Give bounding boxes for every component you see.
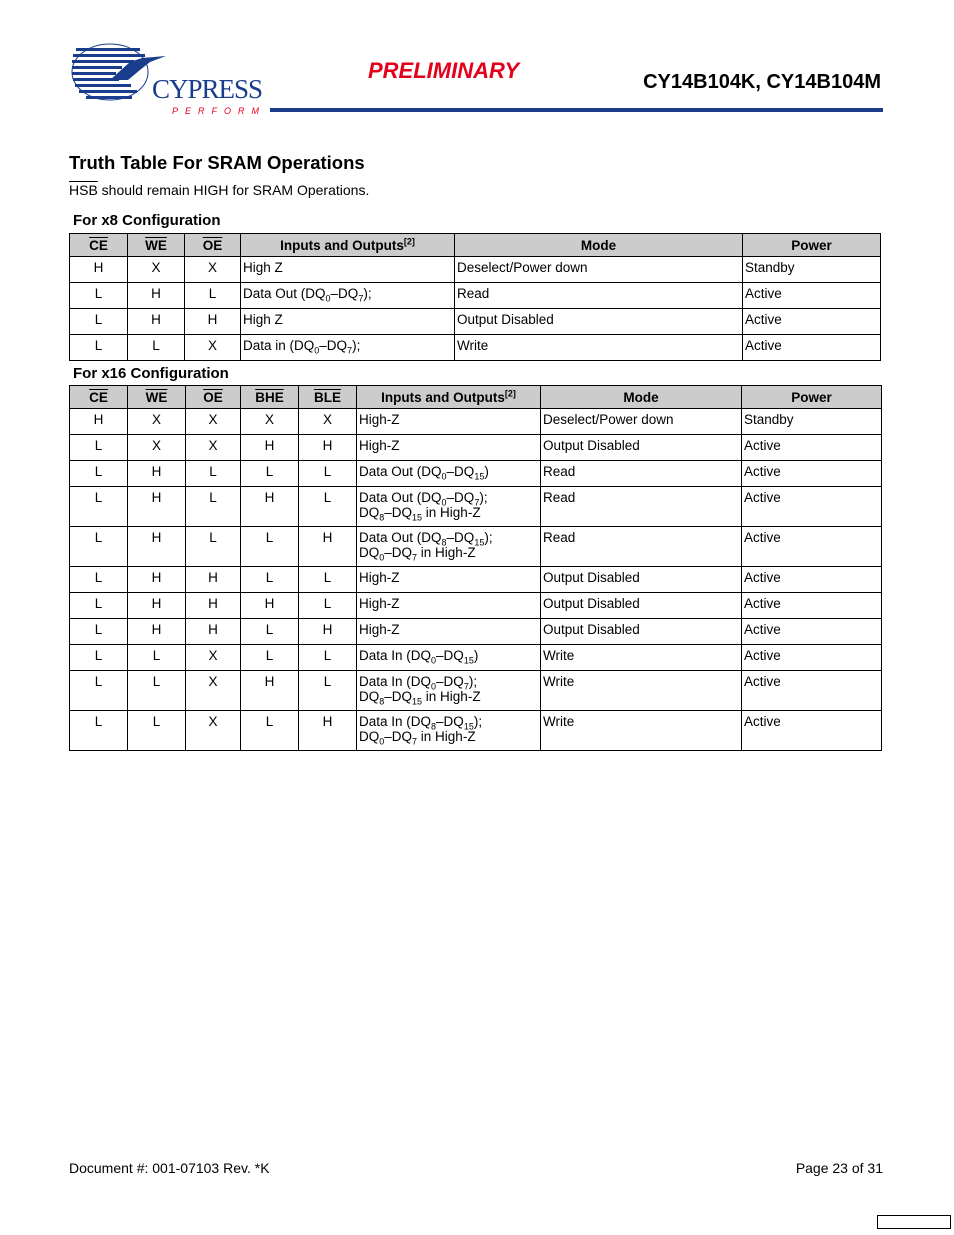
cell-mode: Write xyxy=(455,335,743,361)
x16-header-row xyxy=(70,386,882,409)
cell-ble: X xyxy=(299,409,357,435)
footnote-ref: [2] xyxy=(504,388,516,398)
section-title: Truth Table For SRAM Operations xyxy=(69,152,365,173)
cell-ble: L xyxy=(299,487,357,527)
section-note xyxy=(69,182,369,198)
preliminary-label: PRELIMINARY xyxy=(368,58,520,83)
cell-mode: Read xyxy=(541,487,742,527)
cell-we: H xyxy=(128,461,186,487)
cell-oe: H xyxy=(186,567,241,593)
cell-io: Data In $(DQ_0-DQ_{15})$ xyxy=(357,645,541,671)
cell-oe: L xyxy=(185,283,241,309)
cell-power: Active xyxy=(742,645,882,671)
cell-mode: Read xyxy=(455,283,743,309)
cell-ce: L xyxy=(70,567,128,593)
cell-ce: L xyxy=(70,283,128,309)
x8-truth-table xyxy=(69,233,881,361)
cell-power: Active xyxy=(742,711,882,751)
cell-oe: H xyxy=(186,619,241,645)
table-row xyxy=(70,283,881,309)
cell-ce: L xyxy=(70,527,128,567)
cell-we: L xyxy=(128,711,186,751)
cell-we: H xyxy=(128,527,186,567)
cell-bhe: H xyxy=(241,671,299,711)
col-oe: $\overline{OE}$ xyxy=(185,234,241,257)
col-power: Power xyxy=(743,234,881,257)
cell-io: High Z xyxy=(241,257,455,283)
cell-io: Data In $(DQ_8-DQ_{15})$; $DQ_0-DQ_7$ in High-Z xyxy=(357,711,541,751)
cell-we: X xyxy=(128,435,186,461)
cell-mode: Read xyxy=(541,461,742,487)
cell-oe: L xyxy=(186,487,241,527)
cell-bhe: H xyxy=(241,435,299,461)
cell-bhe: L xyxy=(241,461,299,487)
cell-we: H xyxy=(128,487,186,527)
cell-power: Standby xyxy=(742,409,882,435)
table-row xyxy=(70,487,882,527)
table-row xyxy=(70,435,882,461)
cell-mode: Output Disabled xyxy=(541,593,742,619)
x8-caption: For x8 Configuration xyxy=(73,212,221,229)
cell-ble: L xyxy=(299,645,357,671)
cell-power: Active xyxy=(743,309,881,335)
cell-power: Active xyxy=(743,335,881,361)
col-we: $\overline{WE}$ xyxy=(128,234,185,257)
col-we: $\overline{WE}$ xyxy=(128,386,186,409)
cell-power: Standby xyxy=(743,257,881,283)
cell-ce: L xyxy=(70,619,128,645)
cell-power: Active xyxy=(742,619,882,645)
col-bhe: $\overline{BHE}$ xyxy=(241,386,299,409)
cell-io: Data Out $(DQ_0-DQ_7)$; $DQ_8-DQ_{15}$ in High-Z xyxy=(357,487,541,527)
note-text: should remain HIGH for SRAM Operations. xyxy=(97,182,370,198)
cell-ble: H xyxy=(299,619,357,645)
table-row xyxy=(70,527,882,567)
cell-io: High-Z xyxy=(357,435,541,461)
cell-we: H xyxy=(128,283,185,309)
cell-oe: X xyxy=(186,409,241,435)
cell-oe: X xyxy=(186,435,241,461)
cell-ble: H xyxy=(299,435,357,461)
cell-bhe: X xyxy=(241,409,299,435)
cell-ce: L xyxy=(70,645,128,671)
cell-oe: H xyxy=(186,593,241,619)
cell-ce: L xyxy=(70,487,128,527)
table-row xyxy=(70,409,882,435)
table-row xyxy=(70,711,882,751)
table-row xyxy=(70,619,882,645)
col-mode: Mode xyxy=(455,234,743,257)
cell-ble: L xyxy=(299,671,357,711)
cell-mode: Output Disabled xyxy=(541,619,742,645)
cell-we: L xyxy=(128,671,186,711)
cell-we: H xyxy=(128,619,186,645)
cell-bhe: H xyxy=(241,487,299,527)
cell-oe: L xyxy=(186,461,241,487)
table-row xyxy=(70,461,882,487)
col-mode: Mode xyxy=(541,386,742,409)
x8-header-row xyxy=(70,234,881,257)
cell-mode: Write xyxy=(541,711,742,751)
footnote-ref: [2] xyxy=(403,236,415,246)
cell-ce: L xyxy=(70,309,128,335)
cell-power: Active xyxy=(742,461,882,487)
cell-power: Active xyxy=(743,283,881,309)
cell-io: High-Z xyxy=(357,409,541,435)
cell-bhe: H xyxy=(241,593,299,619)
col-ce: $\overline{CE}$ xyxy=(70,386,128,409)
cell-oe: X xyxy=(185,335,241,361)
logo-tagline: PERFORM xyxy=(172,106,266,116)
cell-mode: Output Disabled xyxy=(541,435,742,461)
cell-io: Data in $(DQ_0-DQ_7)$; xyxy=(241,335,455,361)
cell-power: Active xyxy=(742,593,882,619)
cell-io: High-Z xyxy=(357,619,541,645)
cell-oe: L xyxy=(186,527,241,567)
cell-power: Active xyxy=(742,567,882,593)
cell-io: Data Out $(DQ_8-DQ_{15})$; $DQ_0-DQ_7$ in High-Z xyxy=(357,527,541,567)
table-row xyxy=(70,645,882,671)
cell-ce: L xyxy=(70,461,128,487)
col-ble: $\overline{BLE}$ xyxy=(299,386,357,409)
page-number: Page 23 of 31 xyxy=(795,1160,883,1176)
table-row xyxy=(70,593,882,619)
cell-io: High-Z xyxy=(357,593,541,619)
cell-ble: L xyxy=(299,567,357,593)
col-ce: $\overline{CE}$ xyxy=(70,234,128,257)
cell-power: Active xyxy=(742,527,882,567)
cell-oe: H xyxy=(185,309,241,335)
part-numbers: CY14B104K, CY14B104M xyxy=(643,71,881,93)
cell-ce: L xyxy=(70,435,128,461)
cell-mode: Write xyxy=(541,645,742,671)
col-oe: $\overline{OE}$ xyxy=(186,386,241,409)
cell-we: L xyxy=(128,335,185,361)
cell-oe: X xyxy=(186,645,241,671)
cell-power: Active xyxy=(742,671,882,711)
cell-io: High-Z xyxy=(357,567,541,593)
cell-ce: H xyxy=(70,409,128,435)
cell-mode: Read xyxy=(541,527,742,567)
cell-we: X xyxy=(128,257,185,283)
cell-oe: X xyxy=(186,671,241,711)
cypress-logo xyxy=(70,40,266,120)
cell-bhe: L xyxy=(241,527,299,567)
cell-bhe: L xyxy=(241,711,299,751)
cell-ce: L xyxy=(70,711,128,751)
cell-io: Data Out $(DQ_0-DQ_7)$; xyxy=(241,283,455,309)
cell-ble: H xyxy=(299,711,357,751)
cell-ce: L xyxy=(70,593,128,619)
cell-bhe: L xyxy=(241,645,299,671)
table-row xyxy=(70,309,881,335)
cell-we: L xyxy=(128,645,186,671)
cell-mode: Write xyxy=(541,671,742,711)
cell-ble: L xyxy=(299,461,357,487)
cell-mode: Deselect/Power down xyxy=(455,257,743,283)
table-row xyxy=(70,567,882,593)
logo-wordmark: CYPRESS xyxy=(152,74,263,104)
document-number: Document #: 001-07103 Rev. *K xyxy=(69,1160,270,1176)
table-row xyxy=(70,671,882,711)
cell-we: H xyxy=(128,593,186,619)
cell-mode: Output Disabled xyxy=(541,567,742,593)
cell-io: Data In $(DQ_0-DQ_7)$; $DQ_8-DQ_{15}$ in High-Z xyxy=(357,671,541,711)
cell-power: Active xyxy=(742,487,882,527)
cell-ce: L xyxy=(70,671,128,711)
x16-caption: For x16 Configuration xyxy=(73,365,229,382)
cell-oe: X xyxy=(186,711,241,751)
cell-ce: L xyxy=(70,335,128,361)
cell-ble: H xyxy=(299,527,357,567)
cell-ce: H xyxy=(70,257,128,283)
hsb-signal: $\overline{HSB}$ xyxy=(69,182,98,198)
cell-oe: X xyxy=(185,257,241,283)
cell-io: High Z xyxy=(241,309,455,335)
feedback-box[interactable] xyxy=(877,1215,951,1229)
x16-truth-table xyxy=(69,385,882,751)
header-rule xyxy=(270,108,883,112)
table-row xyxy=(70,335,881,361)
cell-bhe: L xyxy=(241,619,299,645)
cell-io: Data Out $(DQ_0-DQ_{15})$ xyxy=(357,461,541,487)
col-inputs-outputs: Inputs and Outputs[2] xyxy=(241,234,455,257)
table-row xyxy=(70,257,881,283)
cell-we: X xyxy=(128,409,186,435)
cell-mode: Output Disabled xyxy=(455,309,743,335)
col-power: Power xyxy=(742,386,882,409)
cell-bhe: L xyxy=(241,567,299,593)
cell-we: H xyxy=(128,567,186,593)
cell-power: Active xyxy=(742,435,882,461)
cell-ble: L xyxy=(299,593,357,619)
cell-we: H xyxy=(128,309,185,335)
col-inputs-outputs: Inputs and Outputs[2] xyxy=(357,386,541,409)
cell-mode: Deselect/Power down xyxy=(541,409,742,435)
